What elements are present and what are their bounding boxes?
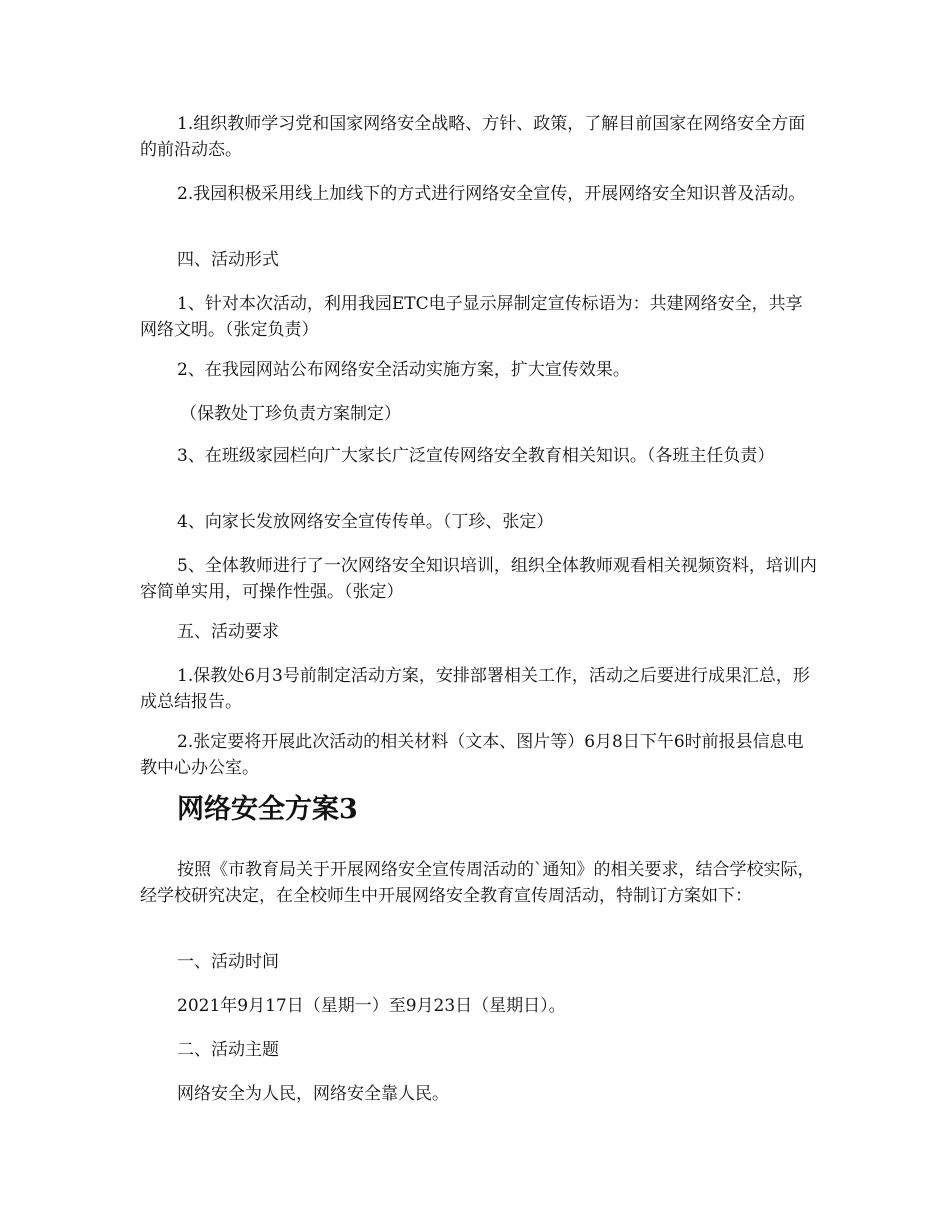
paragraph-dates: 2021年9月17日（星期一）至9月23日（星期日）。 xyxy=(177,996,566,1016)
paragraph-plan-deadline: 1.保教处6月3号前制定活动方案，安排部署相关工作，活动之后要进行成果汇总，形成总结报告。 xyxy=(140,666,810,712)
section-heading-activity-time: 一、活动时间 xyxy=(177,952,279,972)
paragraph-parent-board: 3、在班级家园栏向广大家长广泛宣传网络安全教育相关知识。（各班主任负责） xyxy=(177,446,775,466)
paragraph-online-offline: 2.我园积极采用线上加线下的方式进行网络安全宣传，开展网络安全知识普及活动。 xyxy=(177,184,806,204)
paragraph-website-publish: 2、在我园网站公布网络安全活动实施方案，扩大宣传效果。 xyxy=(177,360,630,380)
paragraph-materials-deadline: 2.张定要将开展此次活动的相关材料（文本、图片等）6月8日下午6时前报县信息电教中心办公室。 xyxy=(140,732,804,778)
section-heading-activity-form: 四、活动形式 xyxy=(177,250,279,270)
paragraph-theme: 网络安全为人民，网络安全靠人民。 xyxy=(177,1084,449,1104)
paragraph-leaflets: 4、向家长发放网络安全宣传传单。（丁珍、张定） xyxy=(177,512,554,532)
section-heading-activity-theme: 二、活动主题 xyxy=(177,1040,279,1060)
document-section-title: 网络安全方案3 xyxy=(177,794,358,825)
section-heading-activity-requirements: 五、活动要求 xyxy=(177,622,279,642)
paragraph-plan-owner: （保教处丁珍负责方案制定） xyxy=(180,404,401,424)
paragraph-intro: 按照《市教育局关于开展网络安全宣传周活动的`通知》的相关要求，结合学校实际，经学校研究决定，在全校师生中开展网络安全教育宣传周活动，特制订方案如下： xyxy=(140,860,815,906)
paragraph-study-policy: 1.组织教师学习党和国家网络安全战略、方针、政策，了解目前国家在网络安全方面的前沿动态。 xyxy=(140,114,806,160)
paragraph-teacher-training: 5、全体教师进行了一次网络安全知识培训，组织全体教师观看相关视频资料，培训内容简单实用，可操作性强。（张定） xyxy=(140,556,817,602)
paragraph-etc-slogan: 1、针对本次活动，利用我园ETC电子显示屏制定宣传标语为：共建网络安全，共享网络文明。（张定负责） xyxy=(140,294,803,340)
